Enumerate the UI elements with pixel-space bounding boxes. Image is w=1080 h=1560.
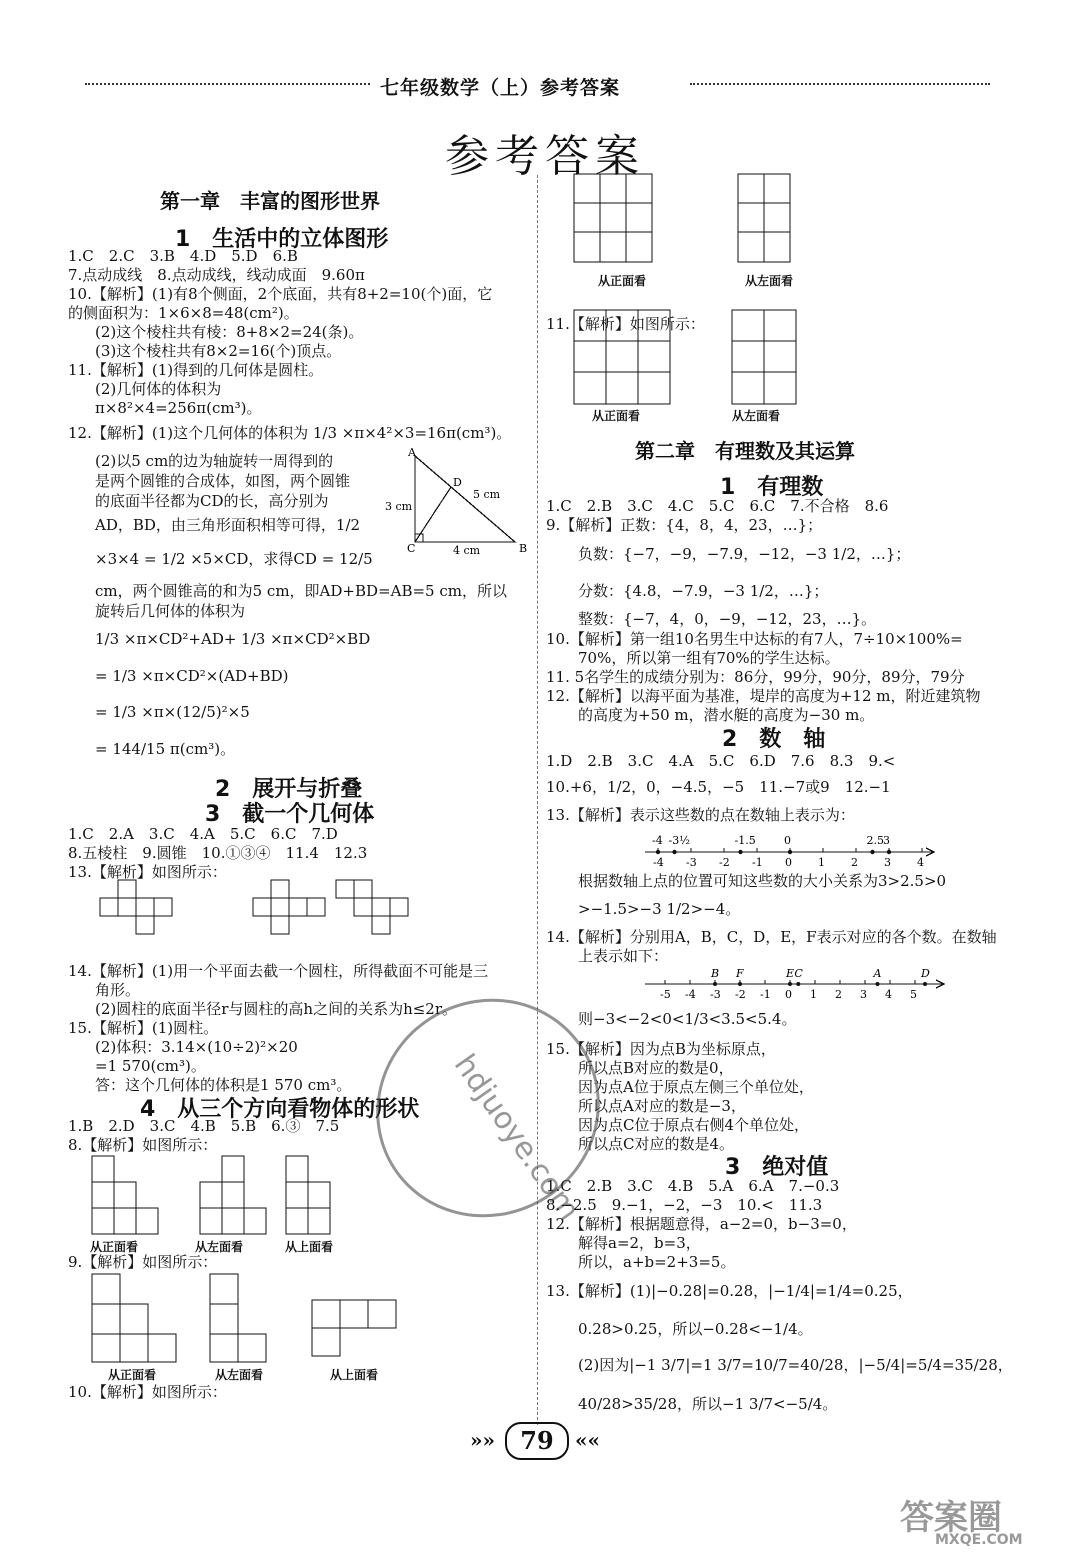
caption-left-view: 从左面看 — [732, 409, 781, 423]
answer-line: 11. 5名学生的成绩分别为：86分，99分，90分，89分，79分 — [546, 668, 965, 686]
caption-front-view: 从正面看 — [598, 274, 647, 288]
tick-label: 1 — [810, 988, 817, 1001]
tick-label: 5 — [910, 988, 917, 1001]
caption-top-view: 从上面看 — [330, 1368, 379, 1382]
answer-line: 7.点动成线 8.点动成线，线动成面 9.60π — [68, 266, 365, 284]
answer-line: 负数：{−7，−9，−7.9，−12，−3 1/2，…}； — [578, 545, 911, 563]
running-header: 七年级数学（上）参考答案 — [380, 77, 621, 99]
three-views-q11 — [572, 308, 812, 408]
answer-line: π×8²×4=256π(cm³)。 — [95, 399, 262, 417]
point — [923, 982, 927, 986]
answer-line: 解得a=2，b=3， — [578, 1234, 701, 1252]
caption-left-view: 从左面看 — [195, 1240, 244, 1254]
section-1-heading: 1 生活中的立体图形 — [175, 227, 389, 252]
tick-label: -3 — [710, 988, 721, 1001]
answer-line: (2)几何体的体积为 — [95, 380, 222, 398]
point — [672, 850, 676, 854]
point — [738, 850, 742, 854]
three-views-q10 — [572, 172, 812, 264]
answer-line: 所以点C对应的数是4。 — [578, 1135, 735, 1153]
answer-line: 15.【解析】因为点B为坐标原点， — [546, 1040, 776, 1058]
answer-line: >−1.5>−3 1/2>−4。 — [578, 900, 741, 918]
point — [796, 982, 800, 986]
answer-line: 10.+6，1/2，0，−4.5，−5 11.−7或9 12.−1 — [546, 778, 891, 796]
header-ornament-left — [85, 83, 370, 85]
page-number: 79 — [520, 1426, 554, 1455]
page-number-decoration: »» — [470, 1428, 495, 1452]
answer-line: 的侧面积为：1×6×8=48(cm²)。 — [68, 304, 299, 322]
answer-line: 1.D 2.B 3.C 4.A 5.C 6.D 7.6 8.3 9.< — [546, 752, 896, 770]
answer-line: (3)这个棱柱共有8×2=16(个)顶点。 — [95, 342, 342, 360]
answer-line: 13.【解析】如图所示： — [68, 863, 227, 881]
answer-line: 所以，a+b=2+3=5。 — [578, 1253, 736, 1271]
watermark-text: hdjuoye.com — [446, 1048, 587, 1227]
point — [656, 850, 660, 854]
answer-line: 根据数轴上点的位置可知这些数的大小关系为3>2.5>0 — [578, 872, 947, 890]
cube-nets-figure — [98, 878, 433, 958]
answer-line: 所以点A对应的数是−3， — [578, 1097, 746, 1115]
caption-left-view: 从左面看 — [745, 274, 794, 288]
point-label: 3 — [883, 834, 890, 847]
page-number-badge — [505, 1422, 569, 1460]
answer-line: 角形。 — [95, 981, 141, 999]
point — [870, 850, 874, 854]
tick-label: -4 — [685, 988, 696, 1001]
answer-line: (2)圆柱的底面半径r与圆柱的高h之间的关系为h≤2r。 — [95, 1000, 458, 1018]
section-2-1-heading: 1 有理数 — [720, 475, 824, 500]
point-label: F — [736, 967, 744, 980]
answer-line: = 144/15 π(cm³)。 — [95, 740, 236, 758]
answer-line: (2)因为|−1 3/7|=1 3/7=10/7=40/28，|−5/4|=5/4=35/28， — [578, 1356, 1013, 1374]
header-ornament-right — [690, 83, 990, 85]
answer-line: 12.【解析】根据题意得，a−2=0，b−3=0， — [546, 1215, 857, 1233]
answer-line: 13.【解析】(1)|−0.28|=0.28，|−1/4|=1/4=0.25， — [546, 1282, 913, 1300]
section-2-3-heading: 3 绝对值 — [725, 1155, 829, 1180]
answer-line: 13.【解析】表示这些数的点在数轴上表示为： — [546, 806, 855, 824]
tick-label: 0 — [785, 856, 792, 869]
answer-line: 所以点B对应的数是0， — [578, 1059, 734, 1077]
point-label: E — [786, 967, 795, 980]
section-3-heading: 3 截一个几何体 — [205, 802, 375, 827]
answer-line: 0.28>0.25，所以−0.28<−1/4。 — [578, 1320, 813, 1338]
answer-line: (2)以5 cm的边为轴旋转一周得到的 — [95, 452, 334, 470]
answer-line: AD，BD，由三角形面积相等可得，1/2 — [95, 516, 361, 534]
caption-front-view: 从正面看 — [90, 1240, 139, 1254]
label-c: C — [407, 542, 416, 555]
point-label: 2.5 — [866, 834, 884, 847]
section-4-heading: 4 从三个方向看物体的形状 — [140, 1097, 420, 1122]
chapter-2-heading: 第二章 有理数及其运算 — [635, 439, 855, 463]
label-d: D — [453, 476, 462, 489]
point — [738, 982, 742, 986]
tick-label: 3 — [860, 988, 867, 1001]
caption-top-view: 从上面看 — [285, 1240, 334, 1254]
answer-line: = 1/3 ×π×(12/5)²×5 — [95, 703, 250, 721]
point — [876, 982, 880, 986]
answer-line: 1.C 2.B 3.C 4.C 5.C 6.C 7.不合格 8.6 — [546, 497, 889, 515]
answer-line: = 1/3 ×π×CD²×(AD+BD) — [95, 667, 289, 685]
three-views-q8 — [90, 1154, 350, 1236]
answer-line: 因为点C位于原点右侧4个单位处， — [578, 1116, 810, 1134]
point-label: 0 — [784, 834, 791, 847]
tick-label: -2 — [735, 988, 746, 1001]
answer-line: cm，两个圆锥高的和为5 cm，即AD+BD=AB=5 cm，所以 — [95, 582, 507, 600]
answer-line: 1.C 2.C 3.B 4.D 5.D 6.B — [68, 247, 298, 265]
tick-label: -1 — [760, 988, 771, 1001]
answer-line: 1.C 2.B 3.C 4.B 5.A 6.A 7.−0.3 — [546, 1177, 840, 1195]
answer-line: 40/28>35/28，所以−1 3/7<−5/4。 — [578, 1395, 838, 1413]
page-number-decoration: «« — [575, 1428, 600, 1452]
answer-line: 9.【解析】如图所示： — [68, 1253, 218, 1271]
point-label: -4 — [652, 834, 663, 847]
point-label: C — [794, 967, 803, 980]
page-title: 参考答案 — [445, 131, 645, 182]
tick-label: 1 — [818, 856, 825, 869]
answer-line: (2)这个棱柱共有棱：8+8×2=24(条)。 — [95, 323, 364, 341]
answer-line: 因为点A位于原点左侧三个单位处， — [578, 1078, 814, 1096]
section-2-2-heading: 2 数 轴 — [722, 727, 826, 752]
answer-line: 是两个圆锥的合成体，如图，两个圆锥 — [95, 472, 351, 490]
point-label: A — [873, 967, 882, 980]
caption-left-view: 从左面看 — [215, 1368, 264, 1382]
answer-line: 则−3<−2<0<1/3<3.5<5.4。 — [578, 1010, 797, 1028]
label-5cm: 5 cm — [473, 488, 501, 501]
point — [788, 850, 792, 854]
answer-line: 上表示如下： — [578, 947, 669, 965]
answer-line: 8.五棱柱 9.圆锥 10.①③④ 11.4 12.3 — [68, 844, 368, 862]
answer-line: 8.−2.5 9.−1，−2，−3 10.< 11.3 — [546, 1196, 823, 1214]
answer-line: 10.【解析】如图所示： — [68, 1383, 227, 1401]
answer-line: ×3×4 = 1/2 ×5×CD，求得CD = 12/5 — [95, 550, 373, 568]
tick-label: 3 — [884, 856, 891, 869]
answer-line: 14.【解析】分别用A，B，C，D，E，F表示对应的各个数。在数轴 — [546, 928, 997, 946]
point-label: -3½ — [668, 834, 690, 847]
answer-line: 11.【解析】如图所示： — [546, 315, 705, 333]
column-divider — [537, 175, 538, 1425]
point — [713, 982, 717, 986]
answer-line: 11.【解析】(1)得到的几何体是圆柱。 — [68, 361, 324, 379]
answer-line: 12.【解析】(1)这个几何体的体积为 1/3 ×π×4²×3=16π(cm³)。 — [68, 424, 512, 442]
label-3cm: 3 cm — [385, 500, 413, 513]
answer-line: 整数：{−7，4，0，−9，−12，23，…}。 — [578, 610, 877, 628]
answer-line: 14.【解析】(1)用一个平面去截一个圆柱，所得截面不可能是三 — [68, 962, 489, 980]
point-label: B — [711, 967, 720, 980]
answer-line: 70%，所以第一组有70%的学生达标。 — [578, 649, 840, 667]
answer-line: 的底面半径都为CD的长，高分别为 — [95, 492, 329, 510]
section-2-heading: 2 展开与折叠 — [215, 777, 363, 802]
tick-label: 2 — [851, 856, 858, 869]
tick-label: -2 — [719, 856, 730, 869]
tick-label: -5 — [660, 988, 671, 1001]
answer-line: 分数：{4.8，−7.9，−3 1/2，…}； — [578, 582, 829, 600]
caption-front-view: 从正面看 — [592, 409, 641, 423]
three-views-q9 — [90, 1272, 410, 1364]
point — [788, 982, 792, 986]
point-label: D — [921, 967, 930, 980]
answer-line: 1.B 2.D 3.C 4.B 5.B 6.③ 7.5 — [68, 1117, 340, 1135]
answer-line: 1/3 ×π×CD²+AD+ 1/3 ×π×CD²×BD — [95, 630, 371, 648]
label-4cm: 4 cm — [453, 544, 481, 557]
answer-line: 答：这个几何体的体积是1 570 cm³。 — [95, 1076, 352, 1094]
brand-text: 答案圈 — [900, 1498, 1002, 1538]
answer-line: 15.【解析】(1)圆柱。 — [68, 1019, 219, 1037]
answer-line: 10.【解析】(1)有8个侧面，2个底面，共有8+2=10(个)面，它 — [68, 285, 493, 303]
answer-line: 旋转后几何体的体积为 — [95, 602, 246, 620]
tick-label: 4 — [917, 856, 924, 869]
right-triangle-figure — [385, 448, 535, 558]
answer-line: 1.C 2.A 3.C 4.A 5.C 6.C 7.D — [68, 825, 338, 843]
tick-label: -1 — [752, 856, 763, 869]
tick-label: -3 — [686, 856, 697, 869]
label-b: B — [519, 542, 528, 555]
label-a: A — [408, 448, 416, 459]
tick-label: 4 — [885, 988, 892, 1001]
answer-line: 12.【解析】以海平面为基准，堤岸的高度为+12 m，附近建筑物 — [546, 687, 981, 705]
answer-line: 8.【解析】如图所示： — [68, 1136, 218, 1154]
tick-label: 2 — [835, 988, 842, 1001]
answer-line: =1 570(cm³)。 — [95, 1057, 206, 1075]
caption-front-view: 从正面看 — [108, 1368, 157, 1382]
point — [887, 850, 891, 854]
chapter-1-heading: 第一章 丰富的图形世界 — [160, 189, 380, 213]
answer-line: 的高度为+50 m，潜水艇的高度为−30 m。 — [578, 706, 875, 724]
answer-line: 10.【解析】第一组10名男生中达标的有7人，7÷10×100%= — [546, 630, 963, 648]
number-line-2 — [640, 962, 950, 1004]
answer-line: (2)体积：3.14×(10÷2)²×20 — [95, 1038, 298, 1056]
answer-line: 9.【解析】正数：{4，8，4，23，…}； — [546, 516, 823, 534]
point-label: -1.5 — [734, 834, 756, 847]
tick-label: -4 — [653, 856, 664, 869]
number-line-1 — [640, 826, 940, 874]
tick-label: 0 — [785, 988, 792, 1001]
watermark-brand-url: MXQE.COM — [935, 1532, 1023, 1548]
